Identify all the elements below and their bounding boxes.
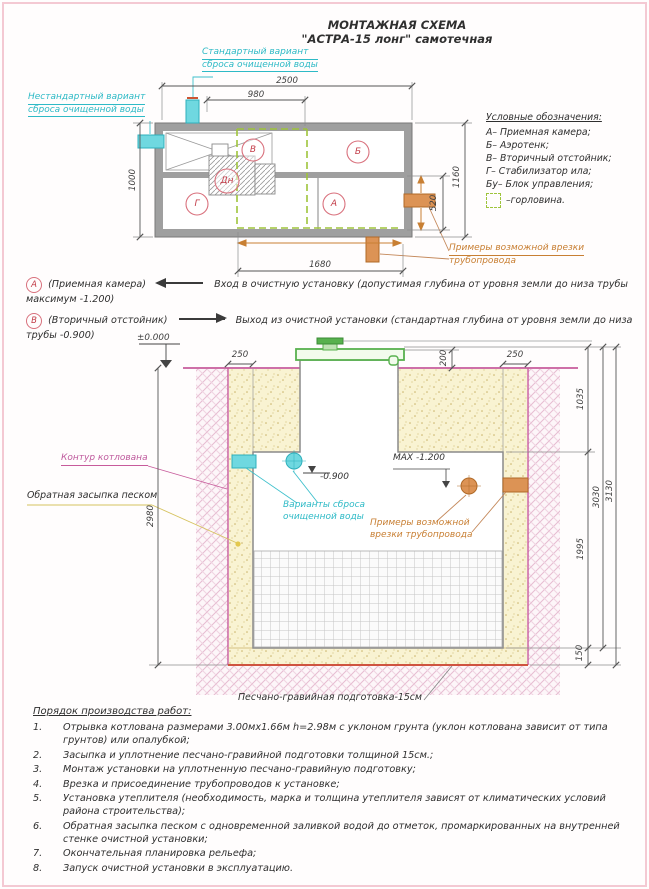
section-unit-ribbed-bottom [254,551,502,647]
legend-neck-row [486,193,642,208]
label-pipe-tapping-plan: Примеры возможной врезки трубопровода [449,243,585,266]
work-order-item: Обратная засыпка песком с одновременной заливкой водой до отметок, промаркированных на внутренней стенке очистной установки; [63,820,620,845]
plan-inlet-pipe-bottom [366,237,379,262]
legend-title: Условные обозначения: [486,112,602,123]
note-marker-a: А [26,277,42,293]
label-bedding: Песчано-гравийная подготовка-15см [238,692,423,703]
note-a-name: (Приемная камера) [48,279,146,290]
label-standard-discharge: Стандартный вариант сброса очищенной воды [202,47,318,72]
legend-item: Б– Аэротенк; [486,140,549,151]
neck-symbol-icon [486,193,501,208]
work-order-item: Установка утеплителя (необходимость, марка и толщина утеплителя зависят от климатических условий района строительства); [63,792,606,818]
compartment-b: Б [354,147,362,157]
arrow-right-icon [179,318,225,320]
work-order-item: Запуск очистной установки в эксплуатацию. [63,862,294,874]
note-b-text: Выход из очистной установки (стандартная глубина от уровня земли до низа трубы -0.900) [26,314,633,341]
level-max-1200: MAX -1.200 [393,453,445,463]
plan-nonstandard-outlet-pipe [138,135,164,148]
work-order-item: Окончательная планировка рельефа; [63,848,257,860]
legend-item: В– Вторичный отстойник; [486,153,612,164]
label-nonstandard-discharge: Нестандартный вариант сброса очищенной воды [28,92,145,117]
notes [26,277,634,349]
compartment-v: В [249,145,257,155]
dim-250-left: 250 [231,350,249,360]
legend-item: Г– Стабилизатор ила; [486,166,592,177]
plan-hatched-box-ext [255,164,275,194]
legend-item: А– Приемная камера; [486,127,591,138]
dim-200: 200 [439,349,449,367]
legend [486,112,642,208]
plan-standard-outlet-pipe [186,100,199,123]
dim-3030: 3030 [592,486,602,508]
compartment-dn: Дн [220,176,234,186]
legend-neck-label: –горловина. [506,195,566,206]
label-discharge-options: Варианты сброса очищенной воды [283,500,366,522]
dim-520: 520 [429,194,439,212]
dim-250-right: 250 [506,350,524,360]
work-order-item: Врезка и присоединение трубопроводов к установке; [63,778,340,790]
work-order [33,706,631,876]
note-a-text: Вход в очистную установку (допустимая глубина от уровня земли до низа трубы максимум -1.200) [26,279,628,305]
dim-1680: 1680 [309,260,331,270]
dim-2980: 2980 [146,505,156,527]
level-zero: ±0.000 [137,333,170,343]
dim-150: 150 [575,644,585,662]
arrow-left-icon [157,282,203,284]
title-line-2: "АСТРА-15 лонг" самотечная [301,32,493,47]
dim-2500: 2500 [276,76,298,86]
compartment-a: А [330,199,338,209]
dim-1995: 1995 [576,538,586,560]
note-inlet [26,277,634,308]
dim-3130: 3130 [605,480,615,502]
note-b-name: (Вторичный отстойник) [48,314,168,326]
label-backfill: Обратная засыпка песком [27,490,158,501]
compartment-g: Г [194,199,200,209]
work-order-title: Порядок производства работ: [33,706,192,717]
dim-1160: 1160 [452,166,462,188]
work-order-item: Засыпка и уплотнение песчано-гравийной подготовки толщиной 15см.; [63,749,434,761]
work-order-item: Монтаж установки на уплотненную песчано-гравийную подготовку; [63,764,416,776]
level-minus-0900: -0.900 [320,472,350,482]
sheet-title [247,18,547,47]
title-line-1: МОНТАЖНАЯ СХЕМА [327,18,467,32]
note-outlet [26,313,634,344]
work-order-list [33,721,631,875]
plan-tank [155,123,412,237]
dim-1000: 1000 [128,169,138,191]
label-pit-contour: Контур котлована [61,453,148,466]
dim-980: 980 [247,90,265,100]
note-marker-v: В [26,313,42,329]
legend-item: Бу– Блок управления; [486,179,594,190]
label-pipe-tapping-section: Примеры возможной врезки трубопровода [370,518,473,540]
dim-1035: 1035 [576,388,586,410]
work-order-item: Отрывка котлована размерами 3.00мх1.66м h=2.98м с уклоном грунта (уклон котлована зависит от типа грунтов) или опалубкой; [63,722,608,747]
